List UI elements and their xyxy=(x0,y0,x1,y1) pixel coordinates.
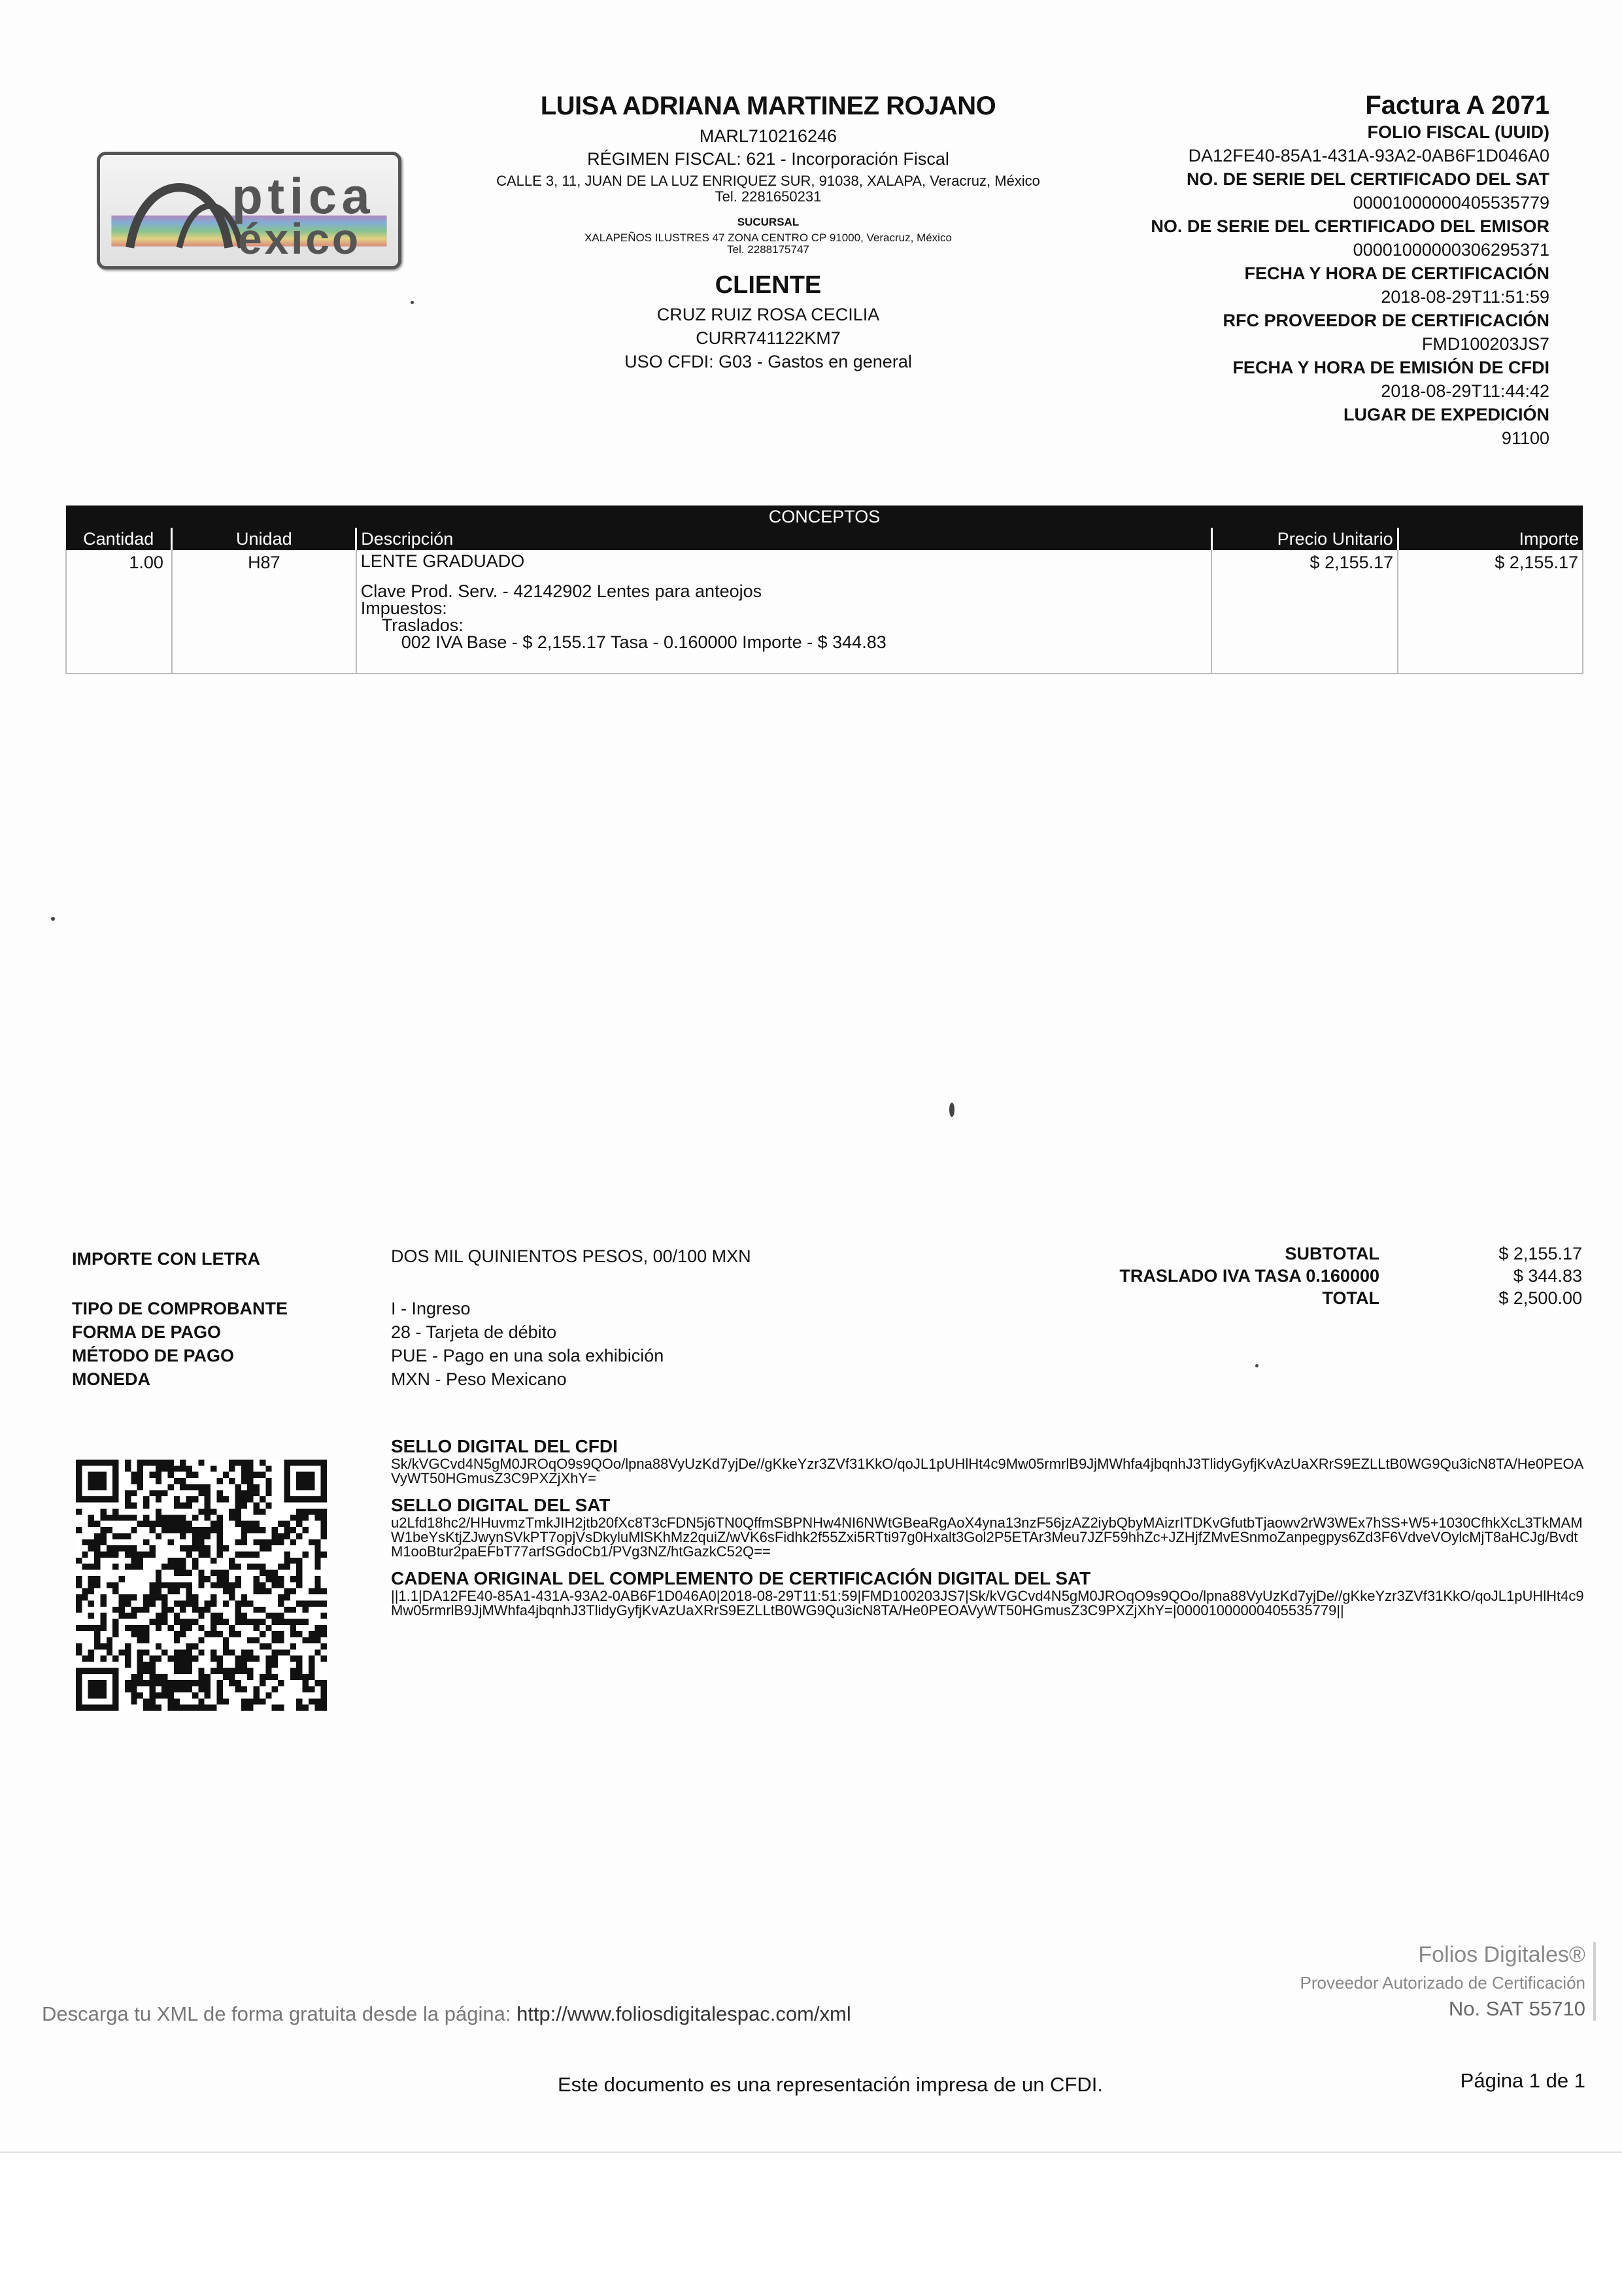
subtotal-label: SUBTOTAL xyxy=(1285,1244,1379,1263)
place-value: 91100 xyxy=(1501,428,1549,448)
table-row xyxy=(66,550,1583,674)
forma-label: FORMA DE PAGO xyxy=(72,1322,221,1342)
issuer-cert-label: NO. DE SERIE DEL CERTIFICADO DEL EMISOR xyxy=(1151,216,1549,236)
issuer-address-block xyxy=(451,173,1085,205)
item-traslados-label: Traslados: xyxy=(381,615,464,635)
pac-sat-number: No. SAT 55710 xyxy=(1448,1997,1585,2020)
moneda-value: MXN - Peso Mexicano xyxy=(391,1369,567,1389)
pac-rfc-value: FMD100203JS7 xyxy=(1421,334,1549,354)
company-logo xyxy=(97,152,401,269)
totals-labels xyxy=(1046,1242,1379,1309)
sat-cert-label: NO. DE SERIE DEL CERTIFICADO DEL SAT xyxy=(1186,169,1549,189)
table-header-row xyxy=(66,528,1583,550)
importe-letra-label: IMPORTE CON LETRA xyxy=(72,1249,260,1269)
header-cantidad: Cantidad xyxy=(66,528,172,550)
cfdi-seal-text: Sk/kVGCvd4N5gM0JROqO9s9QOo/lpna88VyUzKd7yjDe//gKkeYzr3ZVf31KkO/qoJL1pUHlHt4c9Mw05rmrlB9JjMWhfa4jbqnhJ3TlidyGyfjKvAzUaXRrS9EZLLtB0WG9Qu3icN8TA/He0PEOAVyWT50HGmusZ3C9PXZjXhY= xyxy=(391,1456,1584,1486)
pac-rfc-label: RFC PROVEEDOR DE CERTIFICACIÓN xyxy=(1223,311,1549,330)
client-rfc: CURR741122KM7 xyxy=(696,328,841,348)
download-link[interactable]: http://www.foliosdigitalespac.com/xml xyxy=(516,2002,851,2025)
issuer-cert-value: 00001000000306295371 xyxy=(1353,240,1549,260)
issuer-address: CALLE 3, 11, JUAN DE LA LUZ ENRIQUEZ SUR, 91038, XALAPA, Veracruz, México xyxy=(496,173,1040,189)
client-title: CLIENTE xyxy=(715,271,822,299)
scan-speck xyxy=(949,1103,955,1117)
branch-address: XALAPEÑOS ILUSTRES 47 ZONA CENTRO CP 91000, Veracruz, México xyxy=(584,231,952,244)
total-value: $ 2,500.00 xyxy=(1498,1288,1582,1308)
uuid-label: FOLIO FISCAL (UUID) xyxy=(1367,122,1549,142)
uuid-value: DA12FE40-85A1-431A-93A2-0AB6F1D046A0 xyxy=(1188,146,1549,165)
scan-bottom-margin xyxy=(0,2151,1622,2296)
issuer-rfc: MARL710216246 xyxy=(699,126,837,146)
invoice-title: Factura A 2071 xyxy=(1365,91,1549,120)
download-note xyxy=(42,2002,851,2026)
subtotal-value: $ 2,155.17 xyxy=(1498,1244,1582,1263)
cell-cantidad: 1.00 xyxy=(66,550,172,674)
metodo-value: PUE - Pago en una sola exhibición xyxy=(391,1346,664,1365)
logo-text-top: ptica xyxy=(231,168,375,225)
scan-speck xyxy=(411,301,414,304)
importe-letra-value: DOS MIL QUINIENTOS PESOS, 00/100 MXN xyxy=(391,1246,751,1266)
sat-seal-title: SELLO DIGITAL DEL SAT xyxy=(391,1495,611,1515)
item-description: LENTE GRADUADO xyxy=(360,551,525,571)
logo-text-bottom: éxico xyxy=(238,215,361,264)
metodo-label: MÉTODO DE PAGO xyxy=(72,1346,235,1365)
scan-speck xyxy=(1255,1364,1259,1367)
item-iva-detail: 002 IVA Base - $ 2,155.17 Tasa - 0.160000 Importe - $ 344.83 xyxy=(401,632,887,652)
cert-date-label: FECHA Y HORA DE CERTIFICACIÓN xyxy=(1244,264,1549,283)
branch-title: SUCURSAL xyxy=(737,216,800,228)
totals-values xyxy=(1406,1242,1582,1309)
qr-code-graphic xyxy=(76,1460,327,1711)
payment-info-values xyxy=(391,1297,664,1391)
conceptos-table xyxy=(65,505,1583,674)
conceptos-banner: CONCEPTOS xyxy=(66,505,1583,528)
issuer-regimen: RÉGIMEN FISCAL: 621 - Incorporación Fiscal xyxy=(587,149,949,169)
branch-address-block xyxy=(451,232,1085,256)
cell-importe: $ 2,155.17 xyxy=(1398,550,1583,674)
optica-mexico-logo-graphic xyxy=(100,155,398,266)
place-label: LUGAR DE EXPEDICIÓN xyxy=(1343,405,1549,424)
tipo-value: I - Ingreso xyxy=(391,1299,471,1318)
header-precio-unitario: Precio Unitario xyxy=(1211,528,1398,550)
download-text: Descarga tu XML de forma gratuita desde la página: xyxy=(42,2002,517,2025)
total-label: TOTAL xyxy=(1322,1288,1379,1308)
pac-description: Proveedor Autorizado de Certificación xyxy=(1300,1973,1585,1993)
iva-label: TRASLADO IVA TASA 0.160000 xyxy=(1119,1266,1379,1286)
cell-precio-unitario: $ 2,155.17 xyxy=(1211,550,1398,674)
scan-speck xyxy=(51,917,55,921)
item-clave: Clave Prod. Serv. - 42142902 Lentes para anteojos xyxy=(360,581,762,601)
cadena-text: ||1.1|DA12FE40-85A1-431A-93A2-0AB6F1D046A0|2018-08-29T11:51:59|FMD100203JS7|Sk/kVGCvd4N5gM0JROqO9s9QOo/lpna88VyUzKd7yjDe//gKkeYzr3ZVf31KkO/qoJL1pUHlHt4c9Mw05rmrlB9JjMWhfa4jbqnhJ3TlidyGyfjKvAzUaXRrS9EZLLtB0WG9Qu3icN8TA/He0PEOAVyWT50HGmusZ3C9PXZjXhY=|00001000000405535779|| xyxy=(391,1588,1584,1619)
client-name: CRUZ RUIZ ROSA CECILIA xyxy=(656,305,880,324)
emission-date-label: FECHA Y HORA DE EMISIÓN DE CFDI xyxy=(1232,358,1549,377)
cfdi-seal-title: SELLO DIGITAL DEL CFDI xyxy=(391,1436,618,1456)
iva-value: $ 344.83 xyxy=(1513,1266,1582,1286)
forma-value: 28 - Tarjeta de débito xyxy=(391,1322,557,1342)
moneda-label: MONEDA xyxy=(72,1369,150,1389)
emission-date-value: 2018-08-29T11:44:42 xyxy=(1381,381,1549,401)
digital-seals xyxy=(391,1436,1587,1627)
header-unidad: Unidad xyxy=(172,528,356,550)
header-descripcion: Descripción xyxy=(356,528,1212,550)
cadena-title: CADENA ORIGINAL DEL COMPLEMENTO DE CERTIFICACIÓN DIGITAL DEL SAT xyxy=(391,1568,1091,1588)
pac-info xyxy=(1229,1942,1596,2021)
issuer-name: LUISA ADRIANA MARTINEZ ROJANO xyxy=(540,92,996,120)
tipo-label: TIPO DE COMPROBANTE xyxy=(72,1299,288,1318)
header-importe: Importe xyxy=(1398,528,1583,550)
item-impuestos-label: Impuestos: xyxy=(360,598,447,618)
qr-code xyxy=(76,1460,327,1711)
cert-date-value: 2018-08-29T11:51:59 xyxy=(1381,287,1549,307)
client-uso-cfdi: USO CFDI: G03 - Gastos en general xyxy=(624,352,912,371)
payment-info-labels xyxy=(72,1297,288,1391)
page-number: Página 1 de 1 xyxy=(1460,2069,1585,2092)
pac-name: Folios Digitales® xyxy=(1418,1942,1585,1967)
sat-cert-value: 00001000000405535779 xyxy=(1353,193,1549,213)
cell-unidad: H87 xyxy=(172,550,356,674)
cell-descripcion xyxy=(356,550,1212,674)
issuer-phone: Tel. 2281650231 xyxy=(715,188,822,205)
branch-phone: Tel. 2288175747 xyxy=(727,243,809,256)
sat-seal-text: u2Lfd18hc2/HHuvmzTmkJIH2jtb20fXc8T3cFDN5j6TN0QffmSBPNHw4NI6NWtGBeaRgAoX4yna13nzF56jzAZ2iybQbyMAizrITDKvGfutbTjaowv2rW3WEx7hSS+W5+1030CfhkXcL3TkMAMW1beYsKtjZJwynSVkPT7opjVsDkyluMlSKhMz2quiZ/wVK6sFidhk2f55Zxi5RTti97g0Hxalt3Gol2P5ETAr3Meu7JZF59hhZc+JZHjfZMvESnmoZanpegpys6Zd3F6VdveVOylcMjT8aHCJg/BvdtM1ooBtur2paEFbT77arfSGdoCb1/PVg3NZ/htGazkC52Q== xyxy=(391,1515,1583,1560)
invoice-fiscal-block xyxy=(1079,90,1549,450)
cfdi-representation-note: Este documento es una representación impresa de un CFDI. xyxy=(557,2073,1103,2096)
